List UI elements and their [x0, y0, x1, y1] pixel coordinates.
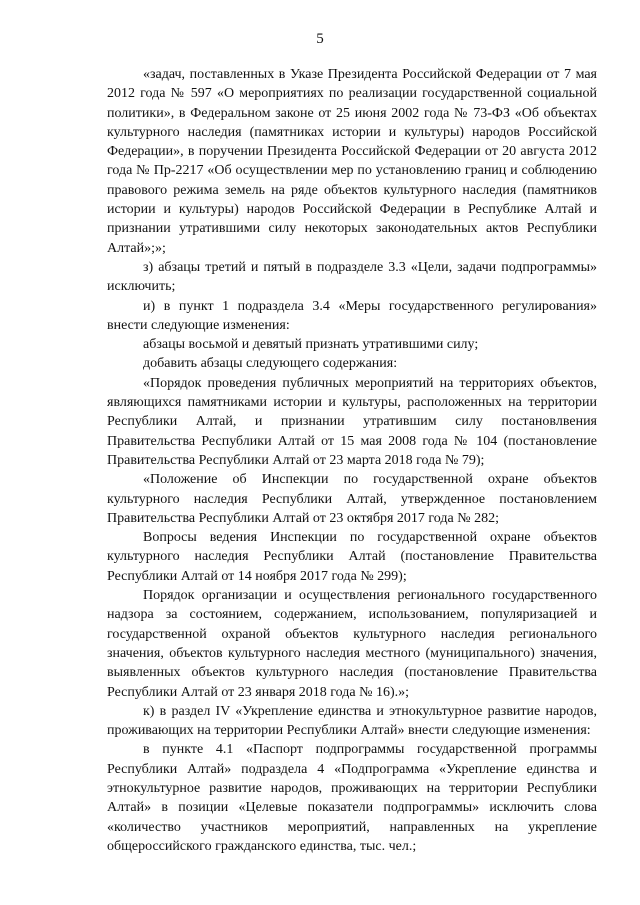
- paragraph: в пункте 4.1 «Паспорт подпрограммы государственной программы Республики Алтай» подраздела 4 «Подпрограмма «Укрепление единства и этнокультурное развитие народов, проживающих на территории Республики Алтай» в позиции «Целевые показатели подпрограммы» исключить слова «количество участников мероприятий, направленных на укрепление общероссийского гражданского единства, тыс. чел.;: [107, 742, 597, 854]
- paragraph: «Порядок проведения публичных мероприятий на территориях объектов, являющихся памятниками истории и культуры, расположенных на территории Республики Алтай, и признании утратившим силу постановлвения Правительства Республики Алтай от 15 мая 2008 года № 104 (постановление Правительства Республики Алтай от 23 марта 2018 года № 79);: [107, 375, 597, 468]
- paragraph: з) абзацы третий и пятый в подразделе 3.3 «Цели, задачи подпрограммы» исключить;: [107, 259, 597, 295]
- paragraph: Вопросы ведения Инспекции по государственной охране объектов культурного наследия Республики Алтай (постановление Правительства Республики Алтай от 14 ноября 2017 года № 299);: [107, 530, 597, 584]
- page-number: 5: [316, 31, 324, 47]
- paragraph: абзацы восьмой и девятый признать утратившими силу;: [143, 337, 479, 353]
- paragraph: «задач, поставленных в Указе Президента Российской Федерации от 7 мая 2012 года № 597 «О мероприятиях по реализации государственной социальной политики», в Федеральном законе от 25 июня 2002 года № 73-ФЗ «Об объектах культурного наследия (памятниках истории и культуры) народов Российской Федерации», в поручении Президента Российской Федерации от 20 августа 2012 года № Пр-2217 «Об осуществлении мер по установлению границ и соблюдению правового режима земель на ряде объектов культурного наследия (памятников истории и культуры) народов Российской Федерации в Республике Алтай и признании утратившими силу некоторых законодательных актов Республики Алтай»;»;: [107, 67, 597, 256]
- document-body: [107, 65, 597, 856]
- paragraph: Порядок организации и осуществления регионального государственного надзора за состоянием, содержанием, использованием, популяризацией и государственной охраной объектов культурного наследия регионального значения, объектов культурного наследия местного (муниципального) значения, выявленных объектов культурного наследия (постановление Правительства Республики Алтай от 23 января 2018 года № 16).»;: [107, 588, 597, 700]
- paragraph: и) в пункт 1 подраздела 3.4 «Меры государственного регулирования» внести следующие изменения:: [107, 298, 597, 333]
- paragraph: «Положение об Инспекции по государственной охране объектов культурного наследия Республики Алтай, утвержденное постановлением Правительства Республики Алтай от 23 октября 2017 года № 282;: [107, 472, 597, 526]
- paragraph: к) в раздел IV «Укрепление единства и этнокультурное развитие народов, проживающих на территории Республики Алтай» внести следующие изменения:: [107, 703, 597, 739]
- paragraph: добавить абзацы следующего содержания:: [143, 356, 398, 372]
